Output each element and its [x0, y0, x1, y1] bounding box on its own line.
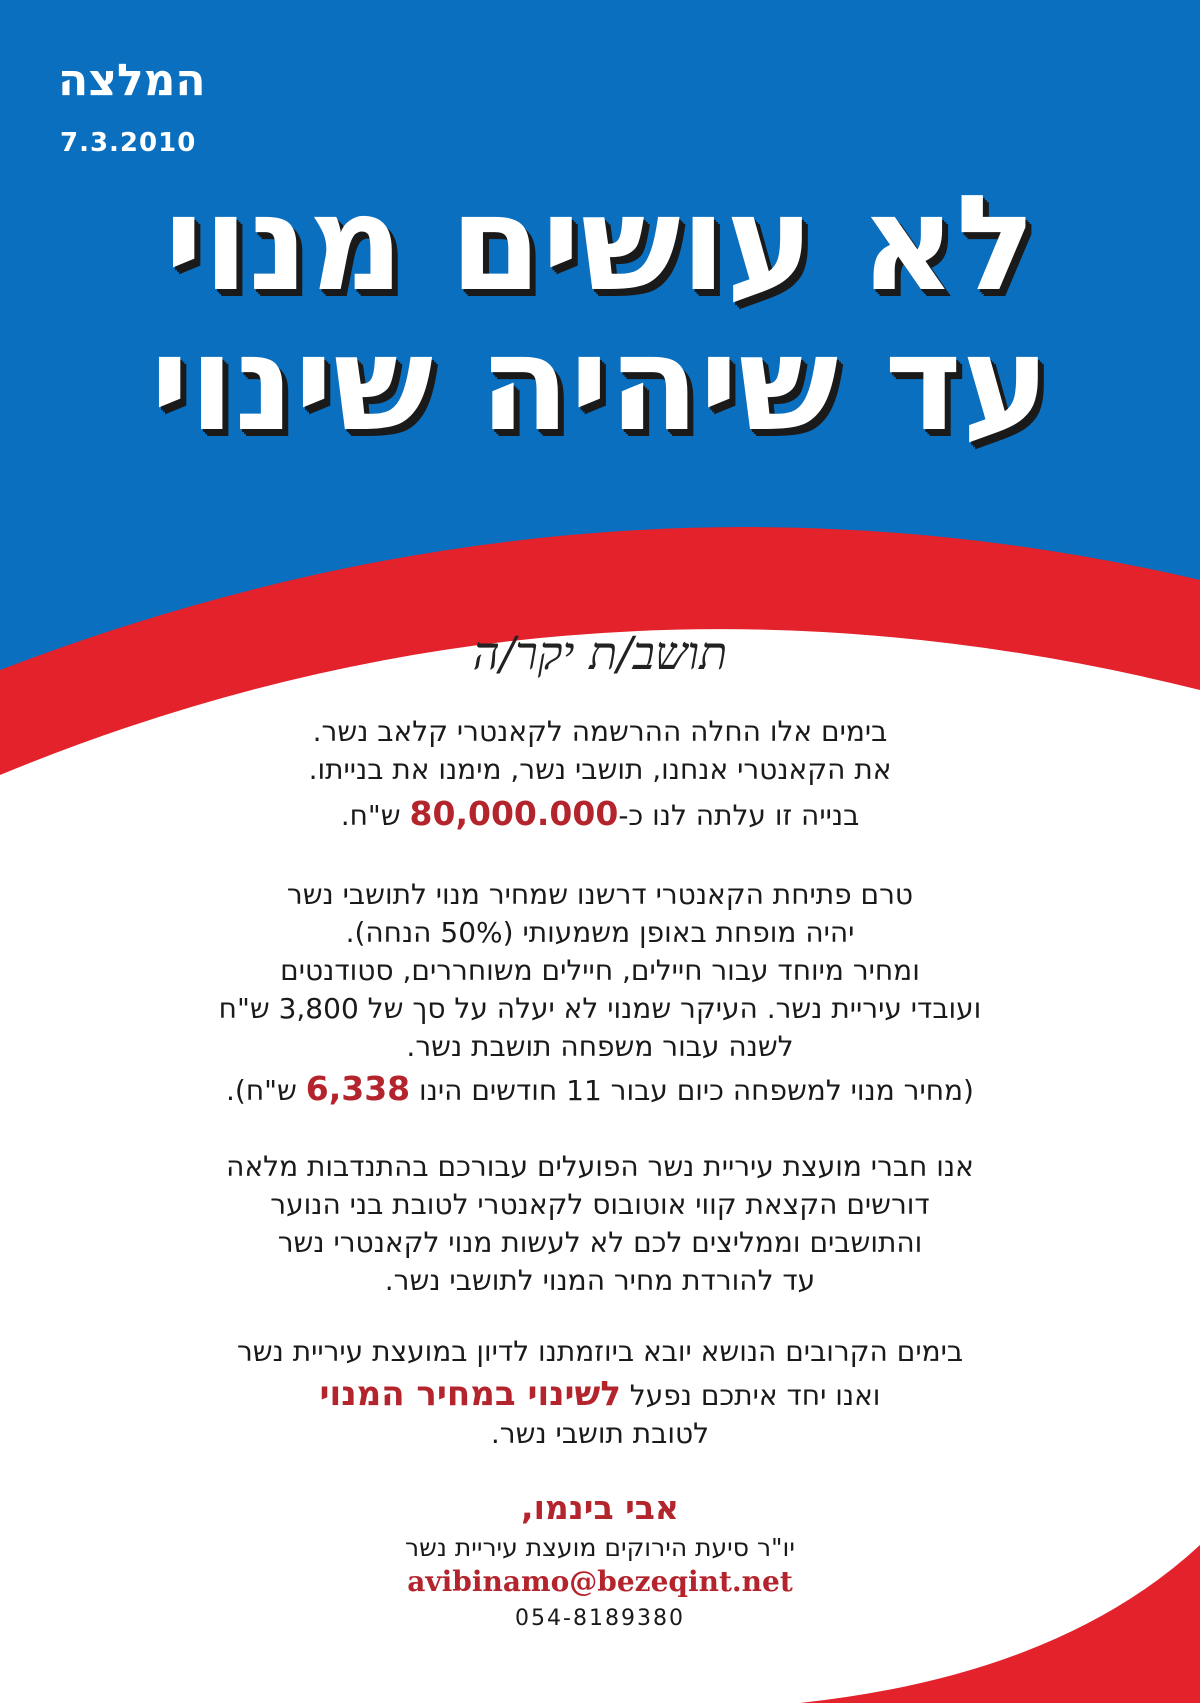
paragraph-line: והתושבים וממליצים לכם לא לעשות מנוי לקאנטרי נשר	[277, 1226, 923, 1259]
signature-phone: 054-8189380	[515, 1606, 685, 1631]
current-price-amount: 6,338	[305, 1069, 411, 1108]
change-line	[100, 1375, 1100, 1415]
paragraph-line: את הקאנטרי אנחנו, תושבי נשר, מימנו את בנייתו.	[308, 753, 892, 786]
headline-line-2: עד שיהיה שינוי	[150, 307, 1050, 461]
salutation: תושב/ת יקר/ה	[472, 626, 728, 680]
cost-text-before: בנייה זו עלתה לנו כ-	[618, 799, 860, 832]
paragraph-line: לטובת תושבי נשר.	[490, 1417, 710, 1450]
paragraph-line: ועובדי עיריית נשר. העיקר שמנוי לא יעלה על סך של 3,800 ש"ח	[218, 992, 982, 1025]
change-text-before: ואנו יחד איתכם נפעל	[620, 1379, 881, 1412]
paragraph-line: אנו חברי מועצת עיריית נשר הפועלים עבורכם בהתנדבות מלאה	[226, 1150, 974, 1183]
cost-amount: 80,000.000	[409, 794, 619, 833]
date: 7.3.2010	[60, 128, 197, 158]
paragraph-line: לשנה עבור משפחה תושבת נשר.	[406, 1030, 794, 1063]
paragraph-demands	[100, 876, 1100, 1110]
current-price-before: (מחיר מנוי למשפחה כיום עבור 11 חודשים הינו	[410, 1074, 974, 1107]
paragraph-line: יהיה מופחת באופן משמעותי (50% הנחה).	[345, 916, 855, 949]
cost-text-after: ש"ח.	[340, 799, 410, 832]
paragraph-action	[100, 1333, 1100, 1453]
paragraph-line: בימים אלו החלה ההרשמה לקאנטרי קלאב נשר.	[312, 715, 888, 748]
current-price-after: ש"ח).	[226, 1074, 306, 1107]
signature-name: אבי בינמו,	[521, 1488, 679, 1527]
headline-line-1: לא עושים מנוי	[164, 167, 1036, 321]
current-price-line	[100, 1070, 1100, 1110]
paragraph-line: עד להורדת מחיר המנוי לתושבי נשר.	[384, 1264, 816, 1297]
cost-line	[100, 795, 1100, 835]
signature-role: יו"ר סיעת הירוקים מועצת עיריית נשר	[405, 1533, 795, 1562]
paragraph-registration	[100, 713, 1100, 835]
change-highlight: לשינוי במחיר המנוי	[319, 1374, 621, 1414]
recommendation-label: המלצה	[58, 55, 206, 106]
paragraph-line: טרם פתיחת הקאנטרי דרשנו שמחיר מנוי לתושבי נשר	[286, 878, 914, 911]
paragraph-line: דורשים הקצאת קווי אוטובוס לקאנטרי לטובת בני הנוער	[270, 1188, 930, 1221]
paragraph-council	[100, 1148, 1100, 1300]
signature-email[interactable]: avibinamo@bezeqint.net	[407, 1565, 793, 1598]
paragraph-line: בימים הקרובים הנושא יובא ביוזמתנו לדיון במועצת עיריית נשר	[236, 1335, 964, 1368]
paragraph-line: ומחיר מיוחד עבור חיילים, חיילים משוחררים, סטודנטים	[280, 954, 920, 987]
